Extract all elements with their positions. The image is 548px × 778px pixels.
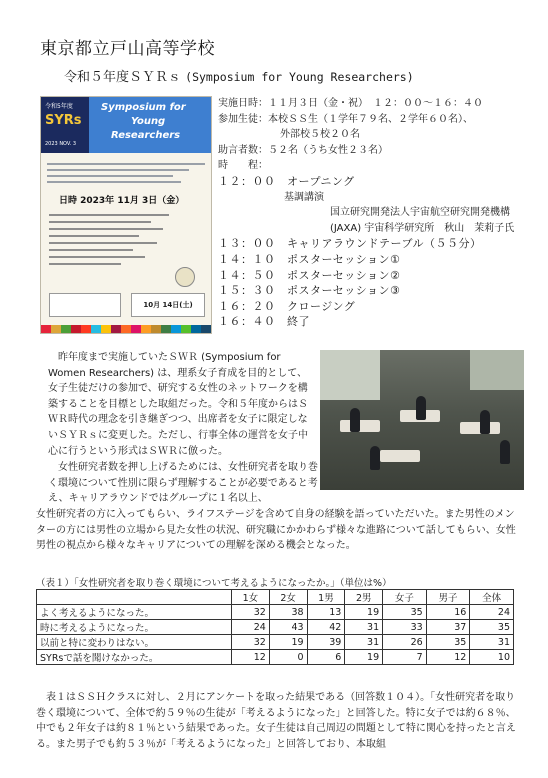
table-cell: 32 bbox=[232, 635, 270, 650]
poster-sym-line: Researchers bbox=[111, 130, 181, 141]
sdg-color-block bbox=[171, 325, 181, 333]
survey-table bbox=[36, 589, 514, 665]
poster-text-line bbox=[47, 163, 205, 165]
schedule-row: １６：４０ 終了 bbox=[218, 315, 310, 329]
table-row-label: 以前と特に変わりはない。 bbox=[37, 635, 232, 650]
table-row bbox=[37, 635, 514, 650]
photo-person bbox=[500, 440, 510, 464]
table-header-cell bbox=[37, 590, 232, 605]
poster-symposium-title bbox=[101, 101, 186, 143]
school-name: 東京都立戸山高等学校 bbox=[40, 39, 215, 59]
photo-table bbox=[340, 420, 380, 432]
paragraph-survey-results: 表１はＳＳＨクラスに対し、２月にアンケートを取った結果である（回答数１０４）。「女性研究者を取り巻く環境について、全体で約５９％の生徒が「考えるようになった」と回答した。特に女子では約６８％、中でも２年女子は約８１％という結果であった。女子生徒は自己周辺の問題として特に関心を持ったと言える。また男子でも約５３％が「考えるようになった」と回答しており、本取組 bbox=[36, 692, 516, 750]
schedule-row: １４：１０ ポスターセッション① bbox=[218, 252, 401, 266]
photo-person bbox=[370, 446, 380, 470]
poster-schedule-row bbox=[49, 221, 151, 223]
sdg-color-block bbox=[41, 325, 51, 333]
table-cell: 35 bbox=[383, 605, 427, 620]
table-row-label: SYRsで話を聞けなかった。 bbox=[37, 650, 232, 665]
table-cell: 0 bbox=[269, 650, 307, 665]
schedule-row: １２：００ オープニング bbox=[218, 174, 355, 188]
table-cell: 13 bbox=[307, 605, 345, 620]
table-cell: 19 bbox=[345, 650, 383, 665]
schedule-row: 参加生徒：本校ＳＳ生（１学年７９名、２学年６０名）、 bbox=[218, 113, 473, 125]
schedule-row: 基調講演 bbox=[284, 191, 324, 203]
schedule-row: １３：００ キャリアラウンドテーブル（５５分） bbox=[218, 237, 482, 251]
table-cell: 39 bbox=[307, 635, 345, 650]
table-cell: 19 bbox=[345, 605, 383, 620]
poster-schedule-row bbox=[49, 263, 121, 265]
sdg-color-block bbox=[91, 325, 101, 333]
table-cell: 7 bbox=[383, 650, 427, 665]
table-cell: 6 bbox=[307, 650, 345, 665]
poster-intro-lines bbox=[47, 159, 205, 187]
poster-schedule-row bbox=[49, 235, 139, 237]
table-row bbox=[37, 620, 514, 635]
poster-sdg-strip bbox=[41, 325, 211, 333]
roundtable-photo bbox=[320, 350, 524, 490]
event-poster-image bbox=[40, 96, 212, 334]
sdg-color-block bbox=[151, 325, 161, 333]
table-cell: 38 bbox=[269, 605, 307, 620]
table-cell: 35 bbox=[426, 635, 470, 650]
table-cell: 33 bbox=[383, 620, 427, 635]
table-cell: 12 bbox=[426, 650, 470, 665]
table-cell: 31 bbox=[470, 635, 514, 650]
table-row bbox=[37, 605, 514, 620]
event-title bbox=[64, 66, 414, 85]
poster-main-date: 日時 2023年 11月 3日（金） bbox=[59, 196, 185, 206]
poster-schedule-row bbox=[49, 256, 145, 258]
lightbulb-icon bbox=[175, 267, 195, 287]
poster-year: 令和5年度 bbox=[45, 103, 73, 110]
poster-schedule-row bbox=[49, 242, 157, 244]
table-row-label: よく考えるようになった。 bbox=[37, 605, 232, 620]
sdg-color-block bbox=[201, 325, 211, 333]
table-header-cell: 1女 bbox=[232, 590, 270, 605]
sdg-color-block bbox=[111, 325, 121, 333]
table-row-label: 時に考えるようになった。 bbox=[37, 620, 232, 635]
photo-person bbox=[480, 410, 490, 434]
poster-schedule-row bbox=[49, 228, 163, 230]
table-cell: 43 bbox=[269, 620, 307, 635]
table-header-cell: 1男 bbox=[307, 590, 345, 605]
schedule-row: 国立研究開発法人宇宙航空研究開発機構 bbox=[330, 207, 510, 219]
sdg-color-block bbox=[131, 325, 141, 333]
schedule-row: １６：２０ クロージング bbox=[218, 299, 356, 313]
sdg-color-block bbox=[141, 325, 151, 333]
schedule-row: １４：５０ ポスターセッション② bbox=[218, 268, 401, 282]
schedule-row: 助言者数：５２名（うち女性２３名） bbox=[218, 144, 388, 156]
table-header-cell: 全体 bbox=[470, 590, 514, 605]
event-title-jp: 令和５年度ＳＹＲｓ bbox=[64, 70, 182, 85]
sdg-color-block bbox=[121, 325, 131, 333]
paragraph-text: 昨年度まで実施していたＳＷＲ (Symposium for Women Researchers) は、理系女子育成を目的として、女子生徒だけの参加で、研究する女性のネットワークを構築することを目標とした取組だった。令和５年度からはＳＷＲ時代の理念を引き継ぎつつ、出席者を女子に限定しないＳＹＲｓに変更した。ただし、行事全体の運営を女子中心に行うという形式はＳＷＲに倣った。 bbox=[48, 352, 308, 457]
sdg-color-block bbox=[101, 325, 111, 333]
event-title-en: (Symposium for Young Researchers) bbox=[185, 70, 414, 84]
photo-window bbox=[320, 350, 380, 400]
table-cell: 24 bbox=[232, 620, 270, 635]
paragraph-swr-background bbox=[48, 350, 310, 459]
sdg-color-block bbox=[161, 325, 171, 333]
poster-text-line bbox=[47, 175, 173, 177]
table-header-cell: 2女 bbox=[269, 590, 307, 605]
table-cell: 35 bbox=[470, 620, 514, 635]
table-cell: 10 bbox=[470, 650, 514, 665]
table-cell: 16 bbox=[426, 605, 470, 620]
schedule-row: 実施日時：１１月３日（金・祝） １２：００～１６：４０ bbox=[218, 98, 483, 109]
poster-syrs-logo: SYRs bbox=[45, 113, 82, 128]
schedule-row: (JAXA) 宇宙科学研究所 秋山 茉莉子氏 bbox=[330, 222, 515, 234]
table-header-cell: 女子 bbox=[383, 590, 427, 605]
poster-date-small: 2023 NOV. 3 bbox=[45, 141, 77, 147]
photo-window bbox=[470, 350, 524, 390]
poster-schedule-row bbox=[49, 214, 169, 216]
sdg-color-block bbox=[181, 325, 191, 333]
schedule-row: 時 程： bbox=[218, 160, 268, 172]
table-cell: 26 bbox=[383, 635, 427, 650]
table-cell: 19 bbox=[269, 635, 307, 650]
poster-deadline: 10月 14日(土) bbox=[131, 293, 205, 317]
table-cell: 31 bbox=[345, 620, 383, 635]
sdg-color-block bbox=[61, 325, 71, 333]
table-row bbox=[37, 650, 514, 665]
poster-sym-line: Symposium for bbox=[101, 102, 186, 113]
table-cell: 37 bbox=[426, 620, 470, 635]
table-header-cell: 男子 bbox=[426, 590, 470, 605]
poster-schedule-row bbox=[49, 249, 133, 251]
table-cell: 24 bbox=[470, 605, 514, 620]
table-caption: （表１）「女性研究者を取り巻く環境について考えるようになったか。」（単位は%） bbox=[36, 578, 392, 589]
paragraph-career-round: 女性研究者数を押し上げるためには、女性研究者を取り巻く環境について性別に限らず理解することが必要であると考え、キャリアラウンドではグループに１名以上、 bbox=[48, 462, 318, 505]
sdg-color-block bbox=[71, 325, 81, 333]
schedule-row: １５：３０ ポスターセッション③ bbox=[218, 284, 401, 298]
sdg-color-block bbox=[81, 325, 91, 333]
poster-text-line bbox=[47, 169, 189, 171]
sdg-color-block bbox=[191, 325, 201, 333]
paragraph-career-round-cont: 女性研究者の方に入ってもらい、ライフステージを含めて自身の経験を語っていただいた。また男性のメンターの方には男性の立場から見た女性の状況、研究職にかかわらず様々な進路について話してもらい、女性男性の視点から様々なキャリアについての理解を深める機会となった。 bbox=[36, 509, 516, 552]
table-header-cell: 2男 bbox=[345, 590, 383, 605]
table-cell: 42 bbox=[307, 620, 345, 635]
photo-person bbox=[350, 408, 360, 432]
table-cell: 31 bbox=[345, 635, 383, 650]
poster-schedule-lines bbox=[49, 209, 169, 270]
event-schedule bbox=[218, 96, 528, 330]
poster-info-box bbox=[49, 293, 121, 317]
photo-person bbox=[416, 396, 426, 420]
schedule-row: 外部校５校２０名 bbox=[280, 129, 360, 141]
table-cell: 32 bbox=[232, 605, 270, 620]
table-cell: 12 bbox=[232, 650, 270, 665]
photo-table bbox=[380, 450, 420, 462]
poster-text-line bbox=[47, 181, 181, 183]
table-header-row bbox=[37, 590, 514, 605]
poster-sym-line: Young bbox=[131, 116, 166, 127]
sdg-color-block bbox=[51, 325, 61, 333]
